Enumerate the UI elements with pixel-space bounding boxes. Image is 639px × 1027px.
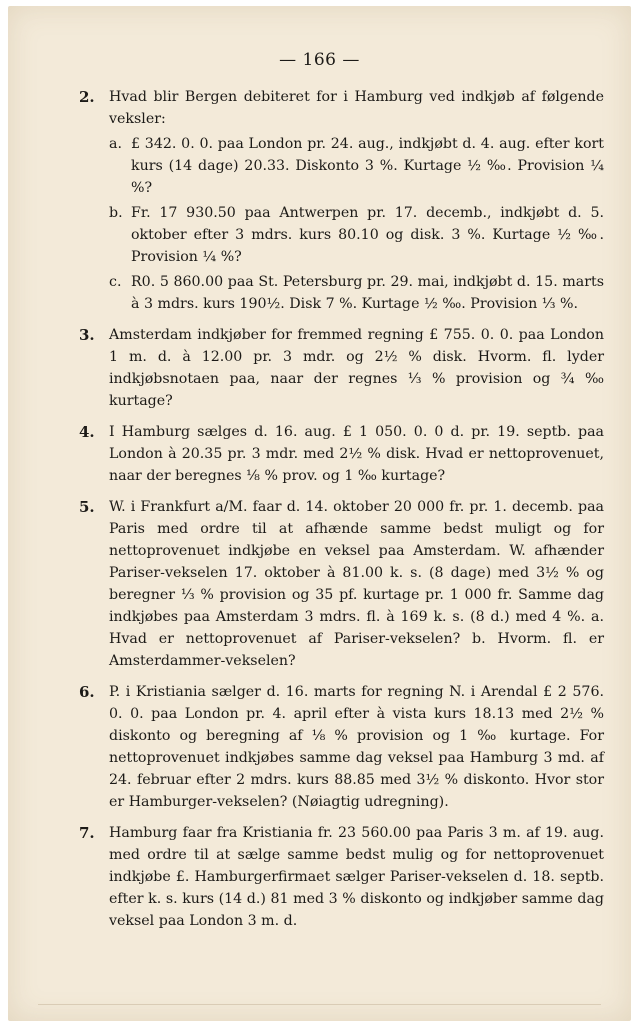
problem-5: [78, 496, 604, 672]
problem-number: 5.: [79, 498, 95, 516]
problem-number: 7.: [79, 824, 95, 842]
problem-number: 6.: [79, 683, 95, 701]
problem-text: Amsterdam indkjøber for fremmed regning £ 755. 0. 0. paa London 1 m. d. à 12.00 pr. 3 mdr. og 2½ % disk. Hvorm. fl. lyder indkjøbsnotaen paa, naar der regnes ⅓ % provision og ¾ ‰ kurtage?: [109, 327, 604, 409]
page-number: — 166 —: [279, 50, 360, 70]
problem-number: 2.: [79, 88, 95, 106]
page-bottom-edge: [38, 1004, 601, 1005]
problem-6: [78, 681, 604, 813]
problem-list: [78, 86, 604, 941]
subproblem-text: £ 342. 0. 0. paa London pr. 24. aug., indkjøbt d. 4. aug. efter kort kurs (14 dage) 20.33. Diskonto 3 %. Kurtage ½ ‰. Provision ¼ %?: [131, 136, 604, 196]
problem-text: Hvad blir Bergen debiteret for i Hamburg ved indkjøb af følgende veksler:: [109, 89, 604, 127]
subproblem-b: [109, 202, 604, 268]
subproblem-text: Fr. 17 930.50 paa Antwerpen pr. 17. decemb., indkjøbt d. 5. oktober efter 3 mdrs. kurs 80.10 og disk. 3 %. Kurtage ½ ‰. Provision ¼ %?: [131, 205, 604, 265]
subproblem-label: b.: [109, 205, 123, 221]
problem-2: [78, 86, 604, 315]
problem-number: 4.: [79, 423, 95, 441]
problem-text: Hamburg faar fra Kristiania fr. 23 560.00 paa Paris 3 m. af 19. aug. med ordre til at sælge samme bedst mulig og for nettoprovenuet indkjøbe £. Hamburgerfirmaet sælger Pariser-vekselen d. 18. septb. efter k. s. kurs (14 d.) 81 med 3 % diskonto og indkjøber samme dag veksel paa London 3 m. d.: [109, 825, 604, 929]
problem-4: [78, 421, 604, 487]
problem-7: [78, 822, 604, 932]
problem-number: 3.: [79, 326, 95, 344]
problem-3: [78, 324, 604, 412]
subproblem-a: [109, 133, 604, 199]
problem-text: P. i Kristiania sælger d. 16. marts for regning N. i Arendal £ 2 576. 0. 0. paa London pr. 4. april efter à vista kurs 18.13 med 2½ % diskonto og beregning af ⅛ % provision og 1 ‰ kurtage. For nettoprovenuet indkjøbes samme dag veksel paa Hamburg 3 md. af 24. februar efter 2 mdrs. kurs 88.85 med 3½ % diskonto. Hvor stor er Hamburger-vekselen? (Nøiagtig udregning).: [109, 684, 604, 810]
subproblem-label: a.: [109, 136, 122, 152]
subproblem-label: c.: [109, 274, 122, 290]
subproblem-text: R0. 5 860.00 paa St. Petersburg pr. 29. mai, indkjøbt d. 15. marts à 3 mdrs. kurs 190½. Disk 7 %. Kurtage ½ ‰. Provision ⅓ %.: [131, 274, 604, 312]
problem-text: I Hamburg sælges d. 16. aug. £ 1 050. 0. 0 d. pr. 19. septb. paa London à 20.35 pr. 3 mdr. med 2½ % disk. Hvad er nettoprovenuet, naar der beregnes ⅛ % prov. og 1 ‰ kurtage?: [109, 424, 604, 484]
problem-text: W. i Frankfurt a/M. faar d. 14. oktober 20 000 fr. pr. 1. decemb. paa Paris med ordre til at afhænde samme bedst muligt og for nettoprovenuet indkjøbe en veksel paa Amsterdam. W. afhænder Pariser-vekselen 17. oktober à 81.00 k. s. (8 dage) med 3½ % og beregner ⅓ % provision og 35 pf. kurtage pr. 1 000 fr. Samme dag indkjøbes paa Amsterdam 3 mdrs. fl. à 169 k. s. (8 d.) med 4 %. a. Hvad er nettoprovenuet af Pariser-vekselen? b. Hvorm. fl. er Amsterdammer-vekselen?: [109, 499, 604, 669]
subproblem-c: [109, 271, 604, 315]
book-page: [8, 6, 631, 1021]
